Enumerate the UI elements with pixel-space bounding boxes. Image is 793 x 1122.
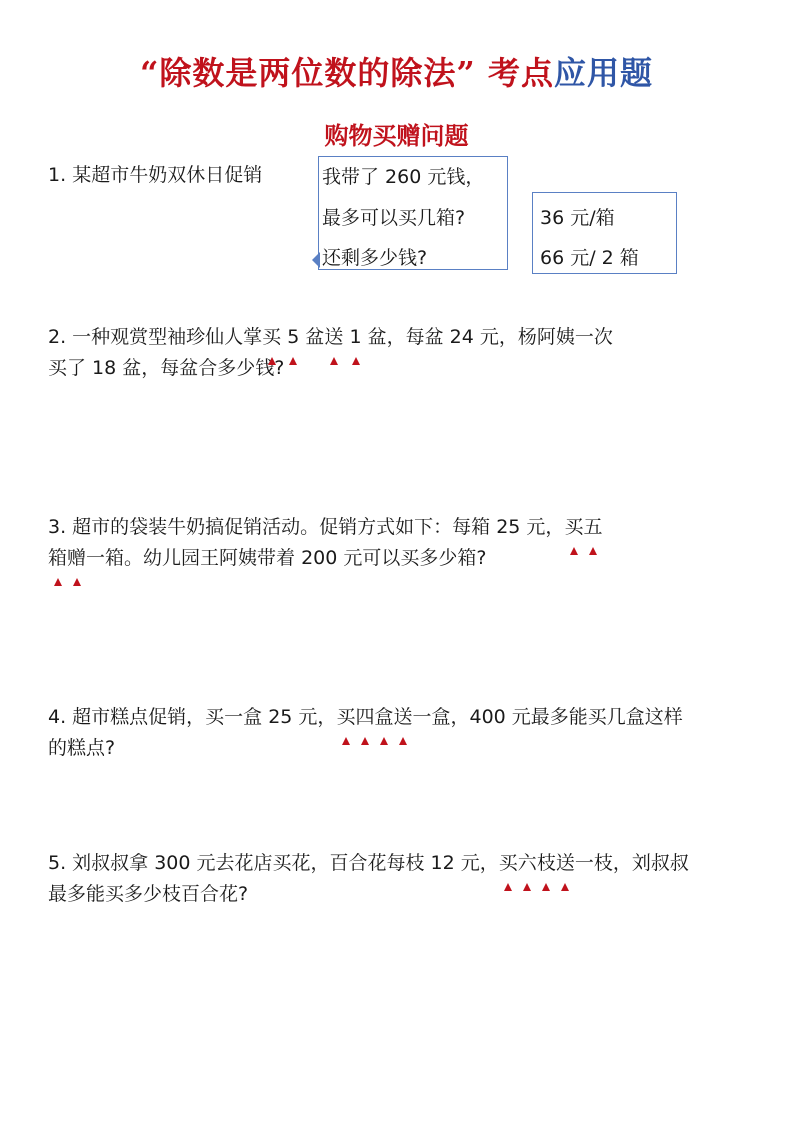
emphasis-mark: 六 [518, 848, 537, 879]
emphasis-mark: 盒 [374, 702, 393, 733]
emphasis-mark: 四 [355, 702, 374, 733]
emphasis-mark: 送 [324, 322, 343, 353]
emphasis-mark: 五 [583, 512, 602, 543]
question-4-line-2: 的糕点? [48, 737, 116, 759]
question-4-line-1: 4. 超市糕点促销，买一盒 25 元，买四盒送一盒，400 元最多能买几盒这样 [48, 702, 753, 733]
speech-bubble-tail [312, 252, 320, 268]
emphasis-mark: 5 [287, 322, 299, 353]
question-3-line-2: 箱赠一箱。幼儿园王阿姨带着 200 元可以买多少箱? [48, 543, 753, 574]
emphasis-mark: 送 [556, 848, 575, 879]
page-subtitle: 购物买赠问题 [324, 121, 469, 150]
emphasis-mark: 买 [564, 512, 583, 543]
question-2-line-2: 买了 18 盆，每盆合多少钱? [48, 357, 285, 379]
question-5 [48, 848, 753, 910]
question-2-line-1: 2. 一种观赏型袖珍仙人掌买 5 盆送 1 盆，每盆 24 元，杨阿姨一次 [48, 322, 753, 353]
page-title [0, 48, 793, 94]
question-3 [48, 512, 753, 574]
question-3-line-1: 3. 超市的袋装牛奶搞促销活动。促销方式如下：每箱 25 元，买五 [48, 512, 753, 543]
title-highlight: 应用题 [553, 54, 653, 92]
emphasis-mark: 枝 [537, 848, 556, 879]
emphasis-mark: 买 [336, 702, 355, 733]
bubble-line-1: 我带了 260 元钱， [322, 166, 485, 188]
question-1-text: 1. 某超市牛奶双休日促销 [48, 164, 263, 186]
emphasis-mark: 箱 [48, 543, 67, 574]
title-main: “除数是两位数的除法” 考点 [140, 54, 554, 92]
price-line-2: 66 元/ 2 箱 [540, 247, 639, 269]
question-4 [48, 702, 753, 764]
emphasis-mark: 1 [349, 322, 361, 353]
question-5-line-1: 5. 刘叔叔拿 300 元去花店买花，百合花每枝 12 元，买六枝送一枝，刘叔叔 [48, 848, 753, 879]
bubble-line-3: 还剩多少钱? [322, 247, 428, 269]
question-5-line-2: 最多能买多少枝百合花? [48, 883, 249, 905]
emphasis-mark: 买 [499, 848, 518, 879]
price-line-1: 36 元/箱 [540, 207, 615, 229]
emphasis-mark: 赠 [67, 543, 86, 574]
emphasis-mark: 送 [393, 702, 412, 733]
question-2 [48, 322, 753, 384]
emphasis-mark: 买 [262, 322, 281, 353]
bubble-line-2: 最多可以买几箱? [322, 207, 466, 229]
